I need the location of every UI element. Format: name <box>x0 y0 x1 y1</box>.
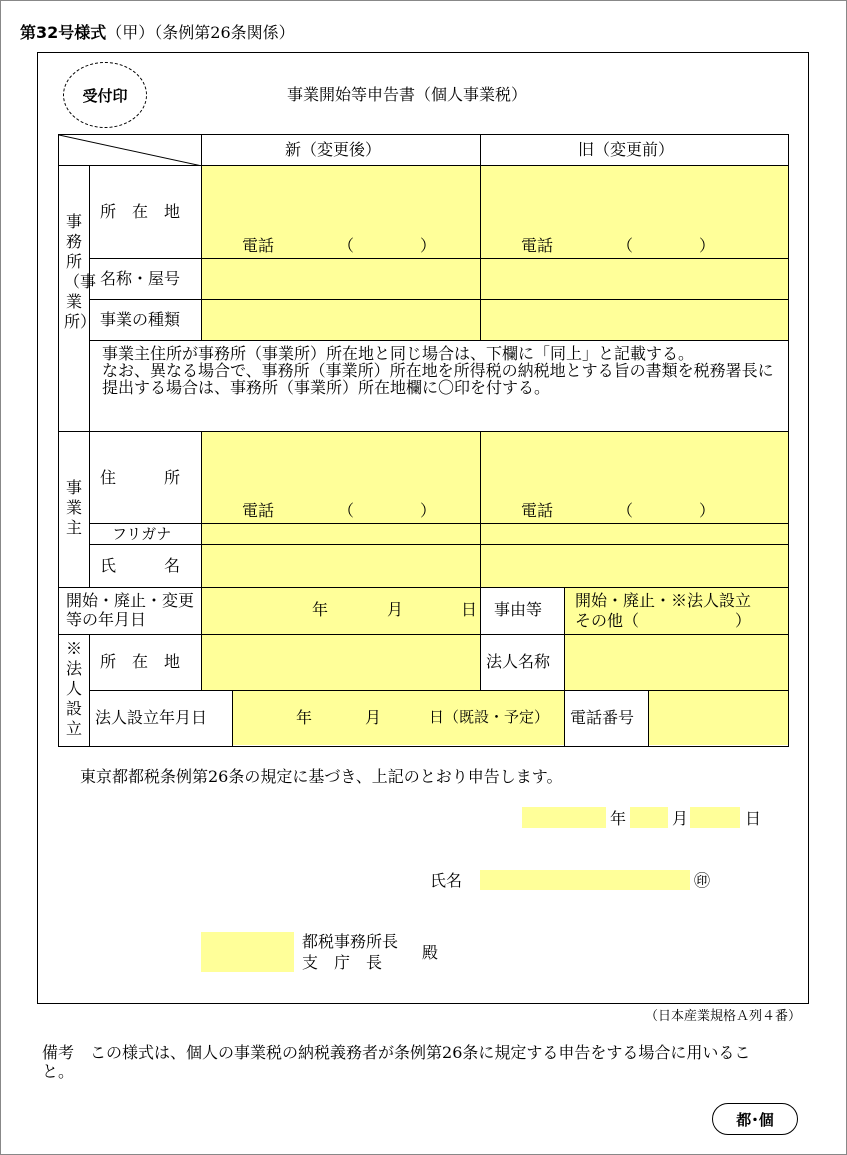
addressee-field[interactable] <box>201 932 294 972</box>
business-type-old-field[interactable] <box>481 300 788 340</box>
declaration-day-field[interactable] <box>690 807 740 828</box>
owner-phone-close-new: ） <box>420 501 437 520</box>
owner-phone-open-old: （ <box>617 501 634 520</box>
business-type-label: 事業の種類 <box>100 310 181 329</box>
office-phone-close-old: ） <box>699 236 716 255</box>
corp-address-field[interactable] <box>202 635 480 690</box>
change-day-label: 日 <box>461 600 478 619</box>
remark-text: この様式は、個人の事業税の納税義務者が条例第26条に規定する申告をする場合に用いること。 <box>42 1043 751 1081</box>
change-month-label: 月 <box>387 600 404 619</box>
corp-phone-label: 電話番号 <box>570 708 635 727</box>
furigana-new-field[interactable] <box>202 524 480 544</box>
owner-address-label: 住 所 <box>100 468 181 487</box>
corp-established-label: 法人設立年月日 <box>95 708 208 727</box>
change-date-field[interactable] <box>202 588 480 634</box>
owner-name-label: 氏 名 <box>100 556 181 575</box>
seal-mark: ㊞ <box>694 871 711 890</box>
owner-phone-close-old: ） <box>699 501 716 520</box>
declaration-year-label: 年 <box>610 809 627 828</box>
declaration-year-field[interactable] <box>522 807 606 828</box>
reason-options: 開始・廃止・※法人設立 <box>575 591 752 610</box>
owner-phone-open-new: （ <box>338 501 355 520</box>
office-note <box>102 345 782 396</box>
reason-label: 事由等 <box>494 600 543 619</box>
addressee-honorific: 殿 <box>422 943 439 962</box>
remark <box>42 1043 782 1081</box>
office-note-line2: なお、異なる場合で、事務所（事業所）所在地を所得税の納税地とする旨の書類を税務署長に提出する場合は、事務所（事業所）所在地欄に〇印を付する。 <box>102 361 774 397</box>
addressee-line1: 都税事務所長 <box>302 932 399 951</box>
corp-year-label: 年 <box>296 708 313 727</box>
owner-name-old-field[interactable] <box>481 545 788 587</box>
badge-label: 都･個 <box>736 1110 774 1129</box>
furigana-label: フリガナ <box>112 525 172 543</box>
office-phone-open-new: （ <box>338 236 355 255</box>
corp-phone-field[interactable] <box>649 691 788 745</box>
paper-standard-note: （日本産業規格Ａ列４番） <box>644 1009 801 1024</box>
corp-address-label: 所 在 地 <box>100 652 181 671</box>
corp-day-status: 日（既設・予定） <box>429 708 550 726</box>
form-number: 第32号様式 <box>20 23 107 42</box>
business-type-new-field[interactable] <box>202 300 480 340</box>
form-number-header <box>20 20 295 43</box>
office-phone-label-new: 電話 <box>242 236 275 255</box>
office-phone-close-new: ） <box>420 236 437 255</box>
change-year-label: 年 <box>312 600 329 619</box>
tokyo-individual-badge <box>712 1103 798 1135</box>
declarant-name-field[interactable] <box>480 870 690 890</box>
addressee-line2: 支 庁 長 <box>302 953 383 972</box>
reason-other: その他（ ） <box>575 611 752 630</box>
form-title: 事業開始等申告書（個人事業税） <box>287 85 528 104</box>
column-header-old: 旧（変更前） <box>578 140 675 159</box>
furigana-old-field[interactable] <box>481 524 788 544</box>
corp-name-label: 法人名称 <box>486 652 551 671</box>
declaration-month-label: 月 <box>672 809 689 828</box>
owner-phone-label-new: 電話 <box>242 501 275 520</box>
reception-stamp-circle <box>63 62 147 128</box>
office-name-old-field[interactable] <box>481 259 788 299</box>
change-date-label: 開始・廃止・変更等の年月日 <box>66 591 195 629</box>
owner-group-label: 事業主 <box>65 478 82 537</box>
header-diagonal <box>59 135 202 166</box>
owner-name-new-field[interactable] <box>202 545 480 587</box>
reception-stamp-label: 受付印 <box>82 86 128 105</box>
declaration-month-field[interactable] <box>630 807 668 828</box>
office-address-label: 所 在 地 <box>100 202 181 221</box>
column-header-new: 新（変更後） <box>285 140 382 159</box>
form-qualifier: （甲）（条例第26条関係） <box>106 23 295 42</box>
declaration-text: 東京都都税条例第26条の規定に基づき、上記のとおり申告します。 <box>80 767 563 786</box>
corp-name-field[interactable] <box>565 635 788 690</box>
owner-phone-label-old: 電話 <box>521 501 554 520</box>
office-group-label: 事務所（事業所） <box>64 212 97 331</box>
office-note-line1: 事業主住所が事務所（事業所）所在地と同じ場合は、下欄に「同上」と記載する。 <box>102 344 695 363</box>
corp-group-label: ※法人設立 <box>65 639 82 738</box>
declarant-name-label: 氏名 <box>430 871 463 890</box>
office-name-label: 名称・屋号 <box>100 269 181 288</box>
office-phone-open-old: （ <box>617 236 634 255</box>
declaration-day-label: 日 <box>745 809 762 828</box>
office-name-new-field[interactable] <box>202 259 480 299</box>
corp-month-label: 月 <box>365 708 382 727</box>
office-phone-label-old: 電話 <box>521 236 554 255</box>
remark-label: 備考 <box>42 1043 75 1062</box>
